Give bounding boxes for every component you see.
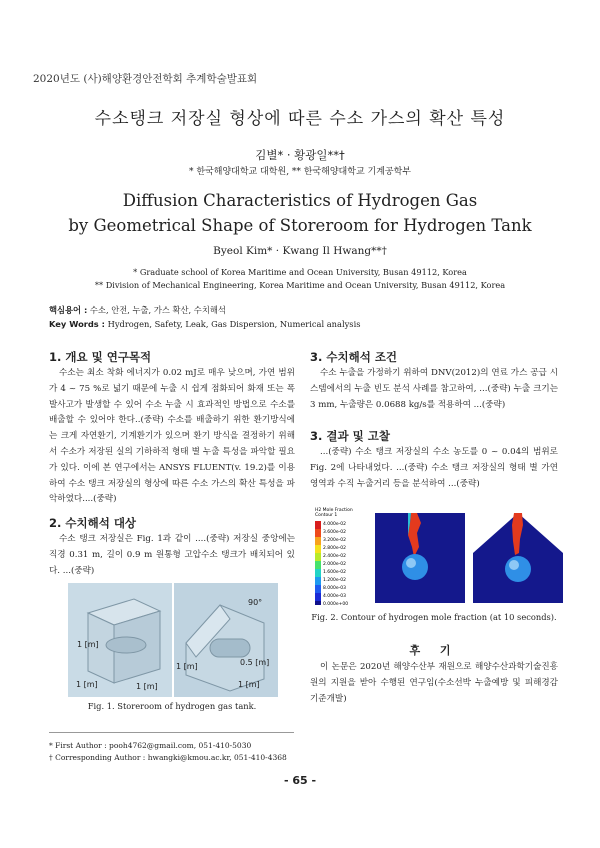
- title-korean: 수소탱크 저장실 형상에 따른 수소 가스의 확산 특성: [94, 109, 506, 129]
- title-english-line2: by Geometrical Shape of Storeroom for Hydrogen Tank: [68, 216, 532, 235]
- legend-swatch: [315, 569, 321, 577]
- keywords-ko: 수소, 안전, 누출, 가스 확산, 수치해석: [89, 305, 226, 315]
- keywords: [49, 303, 360, 331]
- legend-title: H2 Mole Fraction: [315, 508, 353, 513]
- legend-swatch: [315, 585, 321, 593]
- legend-label: 1.200e-02: [323, 578, 347, 583]
- legend-swatch: [315, 521, 321, 529]
- fig1-dim-4: 1 [m]: [176, 662, 198, 671]
- fig1-dim-90: 90°: [248, 598, 263, 607]
- affiliation-english-2: ** Division of Mechanical Engineering, Korea Maritime and Ocean University, Busan 49112, Korea: [94, 280, 506, 290]
- section2-title: 2. 수치해석 대상: [49, 516, 137, 530]
- section1-title: 1. 개요 및 연구목적: [49, 350, 152, 364]
- cube-tank: [106, 637, 146, 653]
- footnote-divider: [49, 732, 294, 733]
- tank-gable-highlight: [509, 560, 519, 570]
- fig1-dim-05: 0.5 [m]: [240, 658, 270, 667]
- footnote-first-author: * First Author : pooh4762@gmail.com, 051-410-5030: [49, 741, 252, 750]
- legend-labels: [323, 521, 348, 605]
- legend-swatch: [315, 553, 321, 561]
- section4-title: 3. 결과 및 고찰: [310, 429, 390, 443]
- legend-label: 2.800e-02: [323, 546, 347, 551]
- legend-label: 3.200e-02: [323, 538, 347, 543]
- section4-text: ...(중략) 수소 탱크 저장실의 수소 농도를 0 ~ 0.04의 범위로 Fig. 2에 나타내었다. ...(중략) 수소 탱크 저장실의 형태 별 가연 영역과 수직 누출거리 등을 분석하여 ...(중략): [310, 447, 558, 489]
- legend-swatch: [315, 593, 321, 601]
- affiliation-english: [0, 266, 600, 292]
- affiliation-korean: * 한국해양대학교 대학원, ** 한국해양대학교 기계공학부: [189, 167, 411, 177]
- legend-swatch: [315, 601, 321, 605]
- footnotes: [49, 740, 287, 764]
- section3-text: 수소 누출을 가정하기 위하여 DNV(2012)의 연료 가스 공급 시스템에서의 누출 빈도 분석 사례를 참고하여, ...(중략) 누출 크기는 3 mm, 누출량은 0.0688 kg/s를 적용하여 ...(중략): [310, 368, 558, 410]
- title-english-line1: Diffusion Characteristics of Hydrogen Gas: [122, 191, 478, 210]
- legend-label: 2.000e-02: [323, 562, 347, 567]
- page-number: - 65 -: [283, 774, 317, 787]
- figure2-caption: Fig. 2. Contour of hydrogen mole fraction (at 10 seconds).: [311, 612, 557, 622]
- figure1-caption: Fig. 1. Storeroom of hydrogen gas tank.: [87, 701, 257, 711]
- legend-label: 2.400e-02: [323, 554, 347, 559]
- legend-label: 8.000e-03: [323, 586, 347, 591]
- legend-swatch: [315, 545, 321, 553]
- figure1-image: [68, 583, 278, 697]
- acknowledgement-title: 후 기: [409, 644, 459, 657]
- legend-swatch: [315, 537, 321, 545]
- fig1-dim-3: 1 [m]: [136, 682, 158, 691]
- authors-english: Byeol Kim* · Kwang Il Hwang**†: [213, 245, 387, 257]
- section1-text: 수소는 최소 착화 에너지가 0.02 mJ로 매우 낮으며, 가연 범위가 4 ~ 75 %로 넓기 때문에 누출 시 쉽게 점화되어 화재 또는 폭발사고가 발생할 수 있어 수소 누출 시 효과적인 방법으로 수소를 배출할 수 있어야 한다..(중략) 수소를 배출하기 위한 환기방식에는 크게 자연환기, 기계환기가 있으며 환기 방식을 결정하기 위해서 수소가 저장된 실의 기하하적 형태 별 누출 특성을 파악할 필요가 있다. 이에 본 연구에서는 ANSYS FLUENT(v. 19.2)를 이용하여 수소 탱크 저장실의 형상에 따른 수소 가스의 확산 특성을 파악하였다....(중략): [49, 368, 295, 505]
- keywords-en-label: Key Words :: [49, 319, 105, 329]
- gable-tank: [210, 639, 250, 657]
- legend-swatch: [315, 577, 321, 585]
- authors-korean: 김별* · 황광일**†: [255, 148, 345, 162]
- fig1-dim-2: 1 [m]: [76, 680, 98, 689]
- keywords-en: Hydrogen, Safety, Leak, Gas Dispersion, Numerical analysis: [107, 319, 361, 329]
- legend-swatches: [315, 521, 321, 605]
- tank-box-highlight: [406, 558, 416, 568]
- fig1-dim-5: 1 [m]: [238, 680, 260, 689]
- footnote-corresponding-author: † Corresponding Author : hwangki@kmou.ac.kr, 051-410-4368: [49, 753, 287, 762]
- conference-header: 2020년도 (사)해양환경안전학회 추계학술발표회: [33, 73, 258, 85]
- legend-label: 4.000e-02: [323, 522, 347, 527]
- legend-label: 3.600e-02: [323, 530, 347, 535]
- acknowledgement-text: 이 논문은 2020년 해양수산부 재원으로 해양수산과학기술진흥원의 지원을 받아 수행된 연구임(수소선박 누출예방 및 피해경감 기준개발): [310, 662, 558, 704]
- keywords-ko-label: 핵심용어 :: [49, 305, 88, 315]
- fig1-dim-1: 1 [m]: [77, 640, 99, 649]
- legend-label: 0.000e+00: [323, 602, 349, 605]
- legend-subtitle: Contour 1: [315, 513, 338, 518]
- legend-swatch: [315, 529, 321, 537]
- section3-title: 3. 수치해석 조건: [310, 350, 398, 364]
- title-english: [0, 188, 600, 238]
- affiliation-english-1: * Graduate school of Korea Maritime and Ocean University, Busan 49112, Korea: [133, 267, 467, 277]
- tank-box: [402, 554, 428, 580]
- legend-swatch: [315, 561, 321, 569]
- tank-gable: [505, 556, 531, 582]
- legend-label: 1.600e-02: [323, 570, 347, 575]
- legend-label: 4.000e-03: [323, 594, 347, 599]
- section2-text: 수소 탱크 저장실은 Fig. 1과 같이 ....(중략) 저장실 중앙에는 직경 0.31 m, 길이 0.9 m 원통형 고압수소 탱크가 배치되어 있다. ...(중략): [49, 534, 295, 576]
- figure2-image: [313, 505, 575, 605]
